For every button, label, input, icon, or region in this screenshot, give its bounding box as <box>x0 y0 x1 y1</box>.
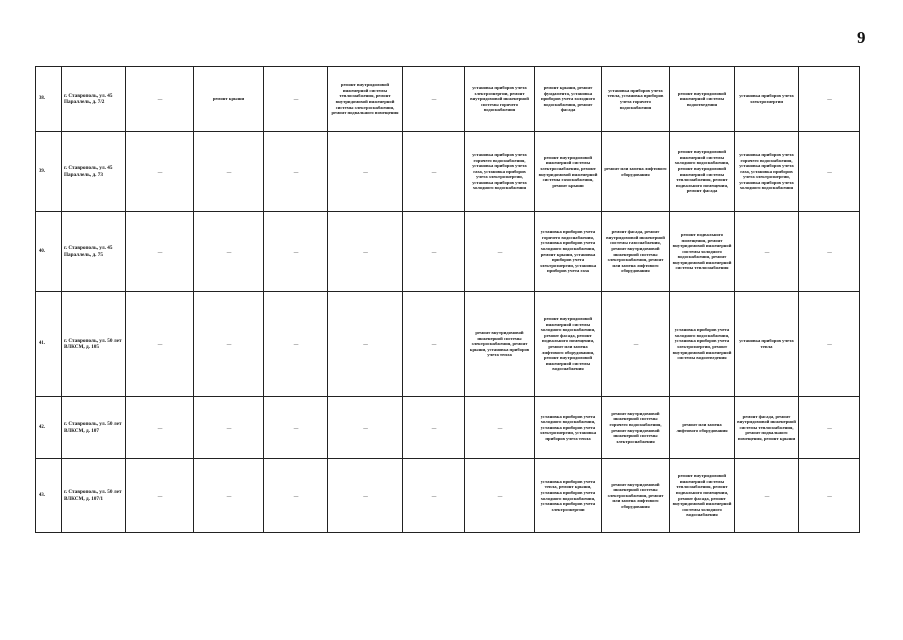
work-cell: установка приборов учета горячего водоснабжения, установка приборов учета холодного водоснабжения, ремонт крыши, установка приборов учета электроэнергии, установка приборов учета газа <box>535 212 602 292</box>
work-cell: установка приборов учета холодного водоснабжения, установка приборов учета электроэнергии, ремонт внутридомовой инженерной системы водоотведения <box>670 292 735 397</box>
row-number: 43. <box>36 459 62 533</box>
work-cell: — <box>465 212 535 292</box>
work-cell: ремонт фасада, ремонт внутридомовой инженерной системы теплоснабжения, ремонт подвального помещения, ремонт крыши <box>735 397 799 459</box>
work-cell: — <box>799 132 860 212</box>
table-row <box>36 459 860 533</box>
address-cell: г. Ставрополь, ул. 50 лет ВЛКСМ, д. 107 <box>62 397 126 459</box>
work-cell: — <box>328 212 403 292</box>
row-number: 41. <box>36 292 62 397</box>
work-cell: — <box>328 292 403 397</box>
work-cell: — <box>194 132 264 212</box>
work-cell: — <box>403 67 465 132</box>
work-cell: установка приборов учета тепла <box>735 292 799 397</box>
work-cell: — <box>799 397 860 459</box>
work-cell: — <box>403 459 465 533</box>
work-cell: — <box>602 292 670 397</box>
work-cell: ремонт внутридомовой инженерной системы электроснабжения, ремонт крыши, установка приборов учета тепла <box>465 292 535 397</box>
work-cell: — <box>126 397 194 459</box>
work-cell: — <box>264 212 328 292</box>
work-cell: — <box>126 67 194 132</box>
work-cell: — <box>126 459 194 533</box>
work-cell: ремонт крыши, ремонт фундамента, установка приборов учета холодного водоснабжения, ремонт фасада <box>535 67 602 132</box>
work-cell: — <box>194 212 264 292</box>
work-cell: — <box>799 212 860 292</box>
table-row <box>36 67 860 132</box>
work-cell: установка приборов учета горячего водоснабжения, установка приборов учета газа, установка приборов учета электроэнергии, установка приборов учета холодного водоснабжения <box>735 132 799 212</box>
work-cell: — <box>194 459 264 533</box>
work-cell: — <box>799 292 860 397</box>
work-cell: — <box>328 459 403 533</box>
address-cell: г. Ставрополь, ул. 45 Параллель, д. 7/2 <box>62 67 126 132</box>
work-cell: — <box>328 132 403 212</box>
work-cell: ремонт внутридомовой инженерной системы водоотведения <box>670 67 735 132</box>
address-cell: г. Ставрополь, ул. 45 Параллель, д. 75 <box>62 212 126 292</box>
work-cell: — <box>264 67 328 132</box>
work-cell: — <box>194 397 264 459</box>
work-cell: — <box>403 212 465 292</box>
work-cell: ремонт внутридомовой инженерной системы электроснабжения, ремонт или замена лифтового оборудования <box>602 459 670 533</box>
row-number: 39. <box>36 132 62 212</box>
work-cell: установка приборов учета горячего водоснабжения, установка приборов учета газа, установка приборов учета электроэнергии, установка приборов учета холодного водоснабжения <box>465 132 535 212</box>
work-cell: установка приборов учета тепла, ремонт крыши, установка приборов учета холодного водоснабжения, установка приборов учета электроэнергии <box>535 459 602 533</box>
row-number: 38. <box>36 67 62 132</box>
page-number: 9 <box>857 28 866 47</box>
work-cell: ремонт внутридомовой инженерной системы электроснабжения, ремонт внутридомовой инженерной системы газоснабжения, ремонт крыши <box>535 132 602 212</box>
work-cell: ремонт внутридомовой инженерной системы теплоснабжения, ремонт внутридомовой инженерной системы электроснабжения, ремонт подвального помещения <box>328 67 403 132</box>
table-row <box>36 212 860 292</box>
work-cell: — <box>403 292 465 397</box>
work-cell: — <box>264 132 328 212</box>
work-cell: установка приборов учета тепла, установка приборов учета горячего водоснабжения <box>602 67 670 132</box>
work-cell: — <box>735 459 799 533</box>
work-cell: — <box>264 397 328 459</box>
work-cell: ремонт или замена лифтового оборудования <box>670 397 735 459</box>
work-cell: — <box>799 459 860 533</box>
work-cell: ремонт крыши <box>194 67 264 132</box>
row-number: 42. <box>36 397 62 459</box>
work-cell: ремонт внутридомовой инженерной системы горячего водоснабжения, ремонт внутридомовой инженерной системы электроснабжения <box>602 397 670 459</box>
work-cell: установка приборов учета электроэнергии, ремонт внутридомовой инженерной системы горячего водоснабжения <box>465 67 535 132</box>
work-cell: ремонт внутридомовой инженерной системы холодного водоснабжения, ремонт фасада, ремонт подвального помещения, ремонт или замена лифтового оборудования, ремонт внутридомовой инженерной системы водоснабжения <box>535 292 602 397</box>
work-cell: — <box>465 459 535 533</box>
work-cell: ремонт или замена лифтового оборудования <box>602 132 670 212</box>
table-row <box>36 292 860 397</box>
work-cell: ремонт внутридомовой инженерной системы холодного водоснабжения, ремонт внутридомовой инженерной системы теплоснабжения, ремонт подвального помещения, ремонт фасада <box>670 132 735 212</box>
work-cell: — <box>264 292 328 397</box>
work-cell: — <box>328 397 403 459</box>
work-cell: ремонт подвального помещения, ремонт внутридомовой инженерной системы холодного водоснабжения, ремонт внутридомовой инженерной системы теплоснабжения <box>670 212 735 292</box>
work-cell: установка приборов учета электроэнергии <box>735 67 799 132</box>
work-cell: — <box>264 459 328 533</box>
work-cell: — <box>465 397 535 459</box>
works-schedule-table <box>35 66 860 533</box>
work-cell: — <box>403 397 465 459</box>
address-cell: г. Ставрополь, ул. 45 Параллель, д. 73 <box>62 132 126 212</box>
work-cell: — <box>126 212 194 292</box>
work-cell: — <box>126 292 194 397</box>
work-cell: — <box>735 212 799 292</box>
address-cell: г. Ставрополь, ул. 50 лет ВЛКСМ, д. 107/1 <box>62 459 126 533</box>
work-cell: — <box>126 132 194 212</box>
table-row <box>36 397 860 459</box>
work-cell: установка приборов учета холодного водоснабжения, установка приборов учета электроэнергии, установка приборов учета тепла <box>535 397 602 459</box>
work-cell: ремонт внутридомовой инженерной системы теплоснабжения, ремонт подвального помещения, ремонт фасада, ремонт внутридомовой инженерной системы холодного водоснабжения <box>670 459 735 533</box>
work-cell: — <box>194 292 264 397</box>
address-cell: г. Ставрополь, ул. 50 лет ВЛКСМ, д. 105 <box>62 292 126 397</box>
work-cell: ремонт фасада, ремонт внутридомовой инженерной системы газоснабжения, ремонт внутридомовой инженерной системы электроснабжения, ремонт или замена лифтового оборудования <box>602 212 670 292</box>
work-cell: — <box>799 67 860 132</box>
work-cell: — <box>403 132 465 212</box>
row-number: 40. <box>36 212 62 292</box>
table-row <box>36 132 860 212</box>
